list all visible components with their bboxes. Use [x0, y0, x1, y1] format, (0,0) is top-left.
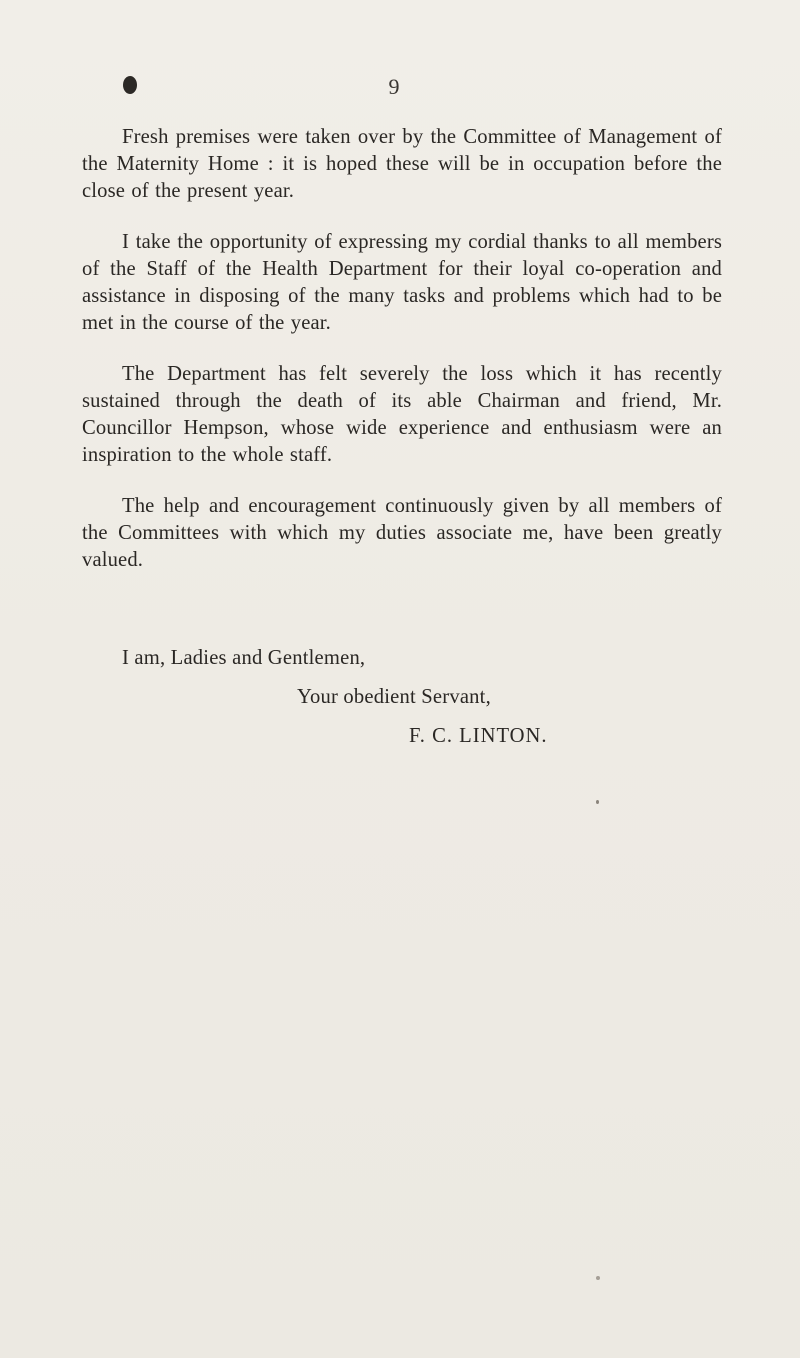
paragraph-chairman-loss: The Department has felt severely the loss which it has recently sustained through the death of its able Chairman and friend, Mr. Councillor Hempson, whose wide experience and enthusiasm were an inspiration to the whole staff. — [82, 363, 722, 466]
closing-servant: Your obedient Servant, — [297, 686, 491, 708]
signature: F. C. LINTON. — [409, 725, 548, 747]
paper-speck — [596, 1276, 600, 1280]
paragraph-staff-thanks: I take the opportunity of expressing my cordial thanks to all members of the Staff of the Health Department for their loyal co-operation and assistance in disposing of the many tasks and problems which had to be met in the course of the year. — [82, 231, 722, 334]
paragraph-committee-help: The help and encouragement continuously given by all members of the Committees with which my duties associate me, have been greatly valued. — [82, 495, 722, 571]
paragraph-maternity-home: Fresh premises were taken over by the Committee of Management of the Maternity Home : it is hoped these will be in occupation before the close of the present year. — [82, 126, 722, 202]
ink-speck — [123, 76, 137, 94]
page-number: 9 — [388, 74, 400, 99]
report-body — [82, 124, 722, 598]
closing-salutation: I am, Ladies and Gentlemen, — [122, 647, 366, 669]
paper-speck — [596, 800, 599, 804]
